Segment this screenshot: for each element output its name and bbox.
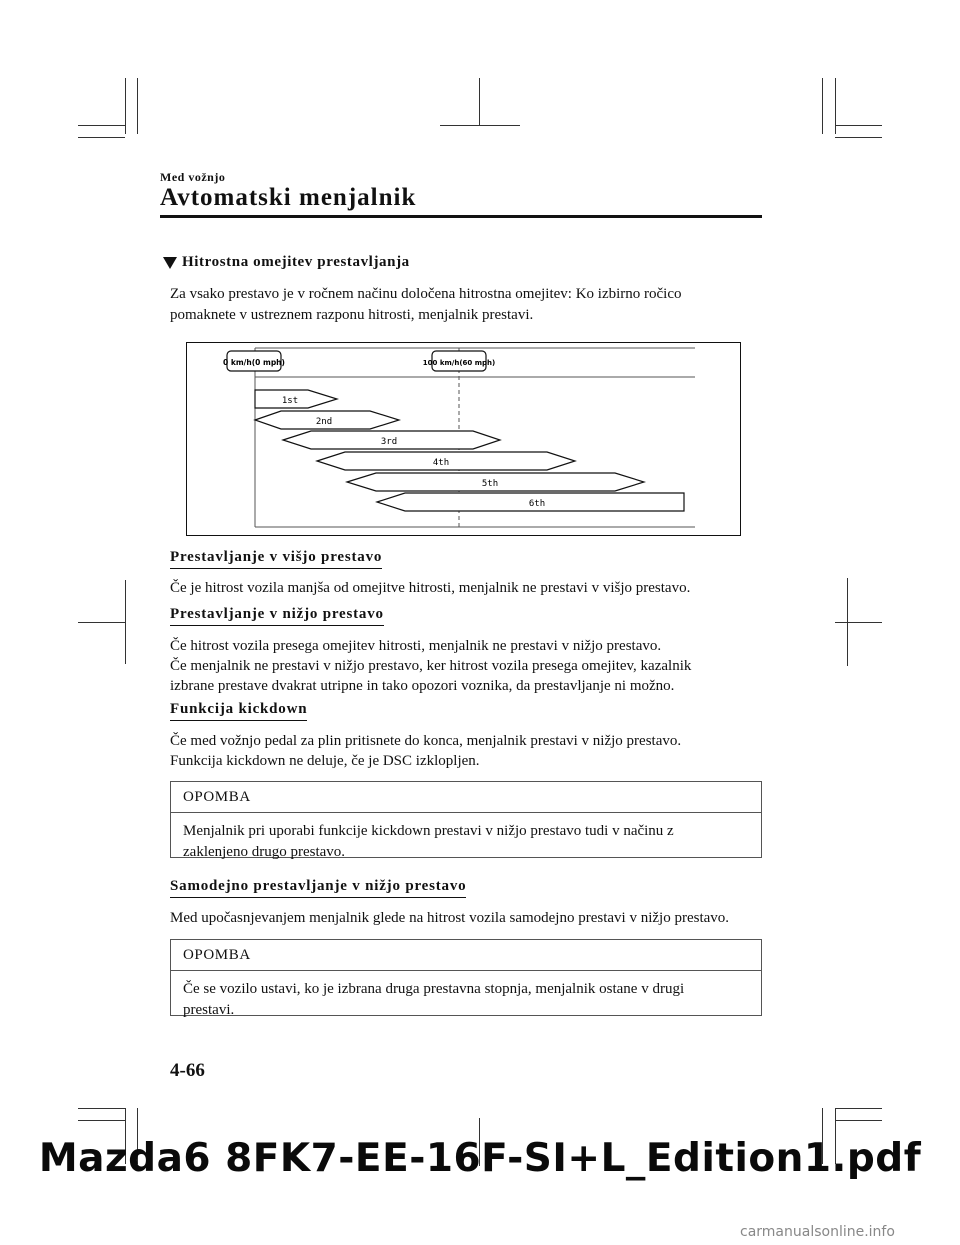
downshift-line-1: Če hitrost vozila presega omejitev hitrosti, menjalnik ne prestavi v nižjo prestavo. [170,638,662,654]
auto-downshift-line-1: Med upočasnjevanjem menjalnik glede na hitrost vozila samodejno prestavi v nižjo prestavo. [170,910,730,926]
page-number: 4-66 [170,1060,205,1081]
subheading-upshift: Prestavljanje v višjo prestavo [170,549,382,569]
upshift-line-1: Če je hitrost vozila manjša od omejitve hitrosti, menjalnik ne prestavi v višjo prestavo. [170,580,691,596]
downshift-line-3: izbrane prestave dvakrat utripne in tako opozori voznika, da prestavljanje ni možno. [170,678,675,694]
note-box-2 [170,939,762,1016]
note-2-line-1: Če se vozilo ustavi, ko je izbrana druga prestavna stopnja, menjalnik ostane v drugi [183,981,685,997]
chapter-title: Avtomatski menjalnik [160,184,417,211]
subheading-downshift: Prestavljanje v nižjo prestavo [170,606,384,626]
speed-label-0: 0 km/h(0 mph) [223,358,285,367]
gear-label-5th: 5th [481,479,499,489]
downshift-line-2: Če menjalnik ne prestavi v nižjo prestavo, ker hitrost vozila presega omejitev, kazalnik [170,658,692,674]
note-body-1 [171,813,761,868]
kickdown-line-2: Funkcija kickdown ne deluje, če je DSC izklopljen. [170,753,480,769]
note-1-line-2: zaklenjeno drugo prestavo. [183,843,346,860]
subheading-auto-downshift: Samodejno prestavljanje v nižjo prestavo [170,878,466,898]
note-title-2: OPOMBA [171,940,761,971]
gear-label-3rd: 3rd [380,437,398,447]
kickdown-line-1: Če med vožnjo pedal za plin pritisnete do konca, menjalnik prestavi v nižjo prestavo. [170,733,682,749]
gear-label-4th: 4th [432,458,450,468]
note-box-1 [170,781,762,858]
title-rule [160,215,762,218]
gear-label-6th: 6th [528,499,546,509]
document-watermark: Mazda6 8FK7-EE-16F-SI+L_Edition1.pdf [38,1136,922,1181]
intro-line-2: pomaknete v ustreznem razponu hitrosti, menjalnik prestavi. [170,307,534,323]
triangle-bullet-icon [163,257,177,269]
note-1-line-1: Menjalnik pri uporabi funkcije kickdown prestavi v nižjo prestavo tudi v načinu z [183,823,674,839]
gear-speed-diagram [186,342,741,536]
gear-speed-svg [187,343,739,534]
speed-label-1: 100 km/h(60 mph) [422,359,496,367]
note-body-2 [171,971,761,1026]
note-title-1: OPOMBA [171,782,761,813]
topic-heading-text: Hitrostna omejitev prestavljanja [182,254,410,270]
topic-heading [163,254,410,271]
intro-line-1: Za vsako prestavo je v ročnem načinu določena hitrostna omejitev: Ko izbirno ročico [170,286,682,302]
subheading-kickdown: Funkcija kickdown [170,701,307,721]
gear-label-1st: 1st [281,396,299,406]
gear-label-2nd: 2nd [315,417,333,427]
section-kicker: Med vožnjo [160,170,226,184]
site-watermark: carmanualsonline.info [740,1224,895,1240]
note-2-line-2: prestavi. [183,1001,235,1018]
